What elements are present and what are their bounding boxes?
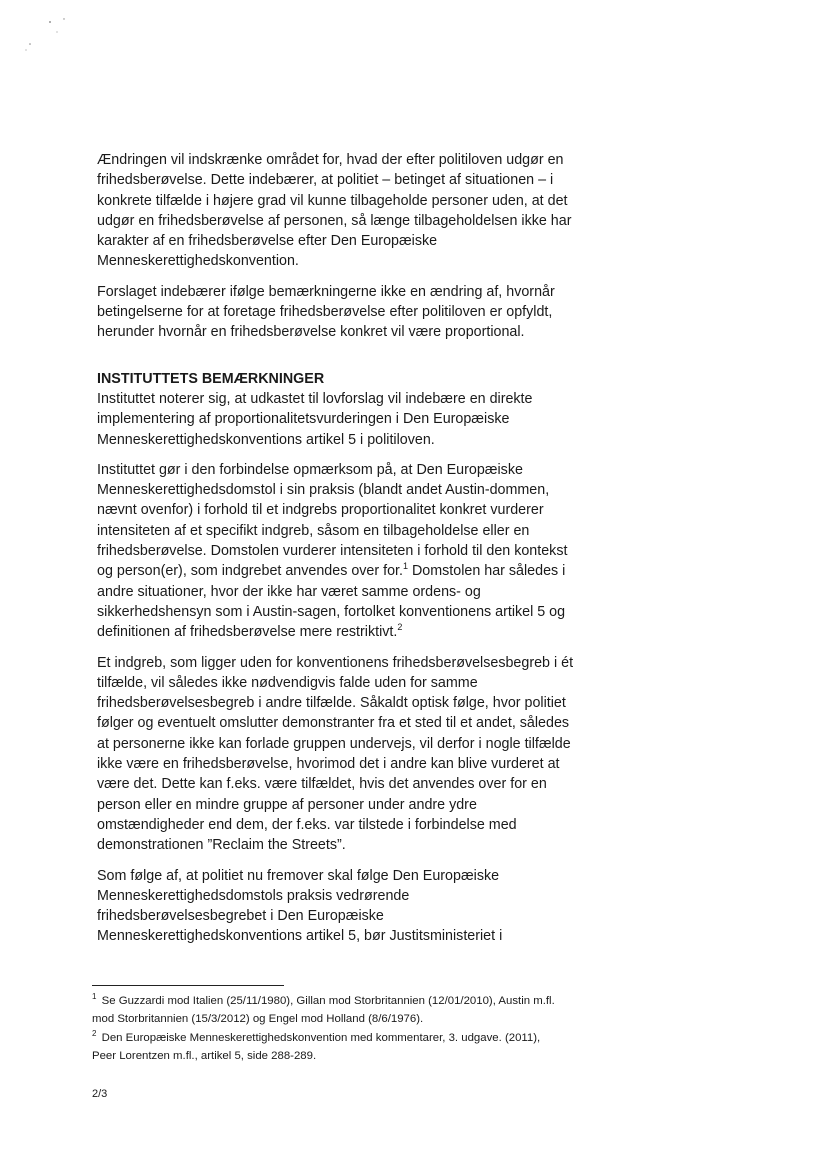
footnote-text: Den Europæiske Menneskerettighedskonvention med kommentarer, 3. udgave. (2011), Peer Lorentzen m.fl., artikel 5, side 288-289.	[92, 1032, 541, 1062]
footnotes	[92, 993, 562, 1067]
body-text	[97, 150, 577, 957]
footnote-number: 1	[92, 992, 97, 1002]
footnote-separator	[92, 985, 284, 986]
court-text-part2: Domstolen har således i andre situationer, hvor der ikke har været samme ordens- og sikkerhedshensyn som i Austin-sagen, fortolket konventionens artikel 5 og definitionen af frihedsberøvelse mere restriktivt.	[97, 563, 566, 641]
paragraph-intro: Instituttet noterer sig, at udkastet til lovforslag vil indebære en direkte implementering af proportionalitetsvurderingen i Den Europæiske Menneskerettighedskonventions artikel 5 i politiloven.	[97, 390, 533, 448]
section-heading: INSTITUTTETS BEMÆRKNINGER	[97, 370, 325, 387]
court-text-part1: Instituttet gør i den forbindelse opmærksom på, at Den Europæiske Menneskerettighedsdomstol i sin praksis (blandt andet Austin-dommen, nævnt ovenfor) i forhold til et indgrebs proportionalitet konkret vurderer intensiteten af et specifikt indgreb, såsom en tilbageholdelse eller en frihedsberøvelse. Domstolen vurderer intensiteten i forhold til den kontekst og person(er), som indgrebet anvendes over for.	[97, 461, 568, 580]
footnote-ref-1: 1	[402, 561, 408, 572]
paragraph-court-practice	[97, 460, 577, 643]
footnote-2	[92, 1030, 562, 1065]
paragraph-change: Ændringen vil indskrænke området for, hvad der efter politiloven udgør en frihedsberøvelse. Dette indebærer, at politiet – betinget af situationen – i konkrete tilfælde i højere grad vil kunne tilbageholde personer uden, at det udgør en frihedsberøvelse af personen, så længe tilbageholdelsen ikke har karakter af en frihedsberøvelse efter Den Europæiske Menneskerettighedskonvention.	[97, 152, 572, 270]
footnote-number: 2	[92, 1029, 97, 1039]
paragraph-consequence: Som følge af, at politiet nu fremover skal følge Den Europæiske Menneskerettighedsdomstols praksis vedrørende frihedsberøvelsesbegrebet i Den Europæiske Menneskerettighedskonventions artikel 5, bør Justitsministeriet i	[97, 867, 503, 945]
page-number: 2/3	[92, 1088, 108, 1100]
paragraph-proposal: Forslaget indebærer ifølge bemærkningerne ikke en ændring af, hvornår betingelserne for at foretage frihedsberøvelse efter politiloven er opfyldt, herunder hvornår en frihedsberøvelse konkret vil være proportional.	[97, 283, 555, 341]
footnote-ref-2: 2	[397, 622, 403, 633]
scan-specks	[12, 8, 82, 58]
paragraph-intervention: Et indgreb, som ligger uden for konventionens frihedsberøvelsesbegreb i ét tilfælde, vil således ikke nødvendigvis falde uden for samme frihedsberøvelsesbegreb i andre tilfælde. Såkaldt optisk følge, hvor politiet følger og eventuelt omslutter demonstranter fra et sted til et andet, således at personerne ikke kan forlade gruppen undervejs, vil derfor i nogle tilfælde ikke være en frihedsberøvelse, hvorimod det i andre kan blive vurderet at være det. Dette kan f.eks. være tilfældet, hvis det anvendes over for en person eller en mindre gruppe af personer under andre ydre omstændigheder end dem, der f.eks. var tilstede i forbindelse med demonstrationen ”Reclaim the Streets”.	[97, 654, 574, 854]
footnote-1	[92, 993, 562, 1028]
footnote-text: Se Guzzardi mod Italien (25/11/1980), Gillan mod Storbritannien (12/01/2010), Austin m.fl. mod Storbritannien (15/3/2012) og Engel mod Holland (8/6/1976).	[92, 995, 555, 1025]
